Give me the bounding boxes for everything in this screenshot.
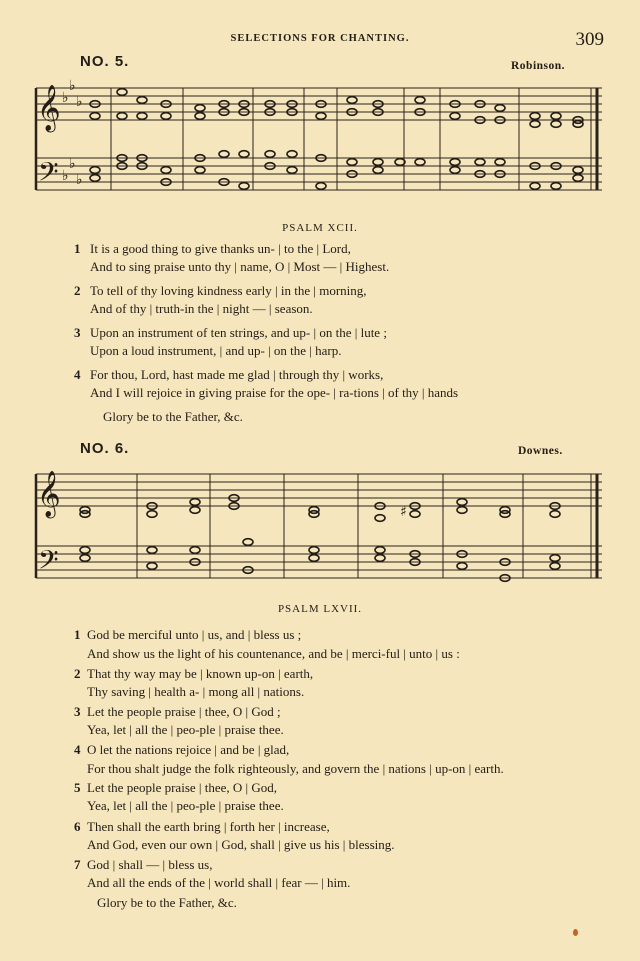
chant-5-composer: Robinson. — [511, 60, 566, 72]
verse-number: 1 — [74, 627, 81, 642]
verse-line: That thy way may be | known up-on | earth, — [87, 666, 314, 681]
verse-number: 3 — [74, 704, 81, 719]
chant-6-score — [0, 460, 640, 590]
verse-number: 6 — [74, 819, 81, 834]
verse-line: God | shall — | bless us, — [87, 857, 213, 872]
verse-line: Yea, let | all the | peo-ple | praise thee. — [87, 722, 284, 737]
verse-line: Let the people praise | thee, O | God ; — [87, 704, 281, 719]
verse-number: 3 — [74, 325, 81, 340]
verse-line: And of thy | truth-in the | night — | season. — [90, 301, 313, 316]
verse-line: Yea, let | all the | peo-ple | praise thee. — [87, 798, 284, 813]
verse-line: Upon an instrument of ten strings, and up- | on the | lute ; — [90, 325, 387, 340]
svg-text:♭: ♭ — [69, 156, 76, 172]
chant-6-bass-notes — [80, 539, 560, 582]
svg-text:♭: ♭ — [69, 78, 76, 94]
page-number: 309 — [575, 29, 604, 50]
chant-6-treble-notes — [80, 495, 560, 522]
verse-number: 1 — [74, 241, 81, 256]
verse-line: To tell of thy loving kindness early | in the | morning, — [90, 283, 367, 298]
running-header: SELECTIONS FOR CHANTING. — [230, 33, 410, 44]
verse-number: 7 — [74, 857, 81, 872]
verse-line: And I will rejoice in giving praise for the ope- | ra-tions | of thy | hands — [90, 385, 459, 400]
chant-5-gloria: Glory be to the Father, &c. — [103, 409, 243, 424]
verse-line: God be merciful unto | us, and | bless us ; — [87, 627, 302, 642]
svg-text:♭: ♭ — [62, 168, 69, 184]
verse-line: And all the ends of the | world shall | fear — | him. — [87, 875, 351, 890]
sharp-icon: ♯ — [400, 504, 407, 520]
verse-line: And show us the light of his countenance, and be | merci-ful | unto | us : — [87, 646, 460, 661]
chant-5-number: NO. 5. — [80, 53, 130, 70]
svg-text:♭: ♭ — [76, 94, 83, 110]
svg-text:♭: ♭ — [62, 90, 69, 106]
verse-line: For thou, Lord, hast made me glad | through thy | works, — [90, 367, 384, 382]
verse-line: Let the people praise | thee, O | God, — [87, 780, 278, 795]
verse-line: Then shall the earth bring | forth her | increase, — [87, 819, 330, 834]
chant-6-number: NO. 6. — [80, 440, 130, 457]
chant-6-composer: Downes. — [518, 445, 563, 457]
verse-line: And God, even our own | God, shall | give us his | blessing. — [87, 837, 395, 852]
chant-5-treble-staff — [36, 88, 602, 120]
verse-line: And to sing praise unto thy | name, O | Most — | Highest. — [90, 259, 390, 274]
verse-line: Thy saving | health a- | mong all | nations. — [87, 684, 305, 699]
verse-number: 5 — [74, 780, 81, 795]
chant-5-score — [0, 0, 640, 200]
verse-number: 2 — [74, 666, 81, 681]
chant-5-key-signature — [62, 78, 83, 188]
paper-stain — [573, 929, 578, 936]
verse-line: It is a good thing to give thanks un- | to the | Lord, — [90, 241, 351, 256]
verse-line: O let the nations rejoice | and be | glad, — [87, 742, 290, 757]
chant-6-treble-staff — [36, 474, 602, 506]
verse-line: For thou shalt judge the folk righteously, and govern the | nations | up-on | earth. — [87, 761, 504, 776]
chant-6-psalm-title: PSALM LXVII. — [277, 603, 363, 615]
verse-number: 4 — [74, 367, 81, 382]
chant-6-gloria: Glory be to the Father, &c. — [97, 895, 237, 910]
chant-5-psalm-title: PSALM XCII. — [282, 222, 358, 234]
chant-5-bass-clef: 𝄢 — [38, 156, 59, 194]
chant-5-treble-clef: 𝄞 — [37, 85, 61, 131]
verse-number: 2 — [74, 283, 81, 298]
chant-6-bass-clef: 𝄢 — [38, 544, 59, 582]
chant-6-treble-clef: 𝄞 — [37, 471, 61, 517]
svg-text:♭: ♭ — [76, 172, 83, 188]
verse-number: 4 — [74, 742, 81, 757]
verse-line: Upon a loud instrument, | and up- | on the | harp. — [90, 343, 342, 358]
